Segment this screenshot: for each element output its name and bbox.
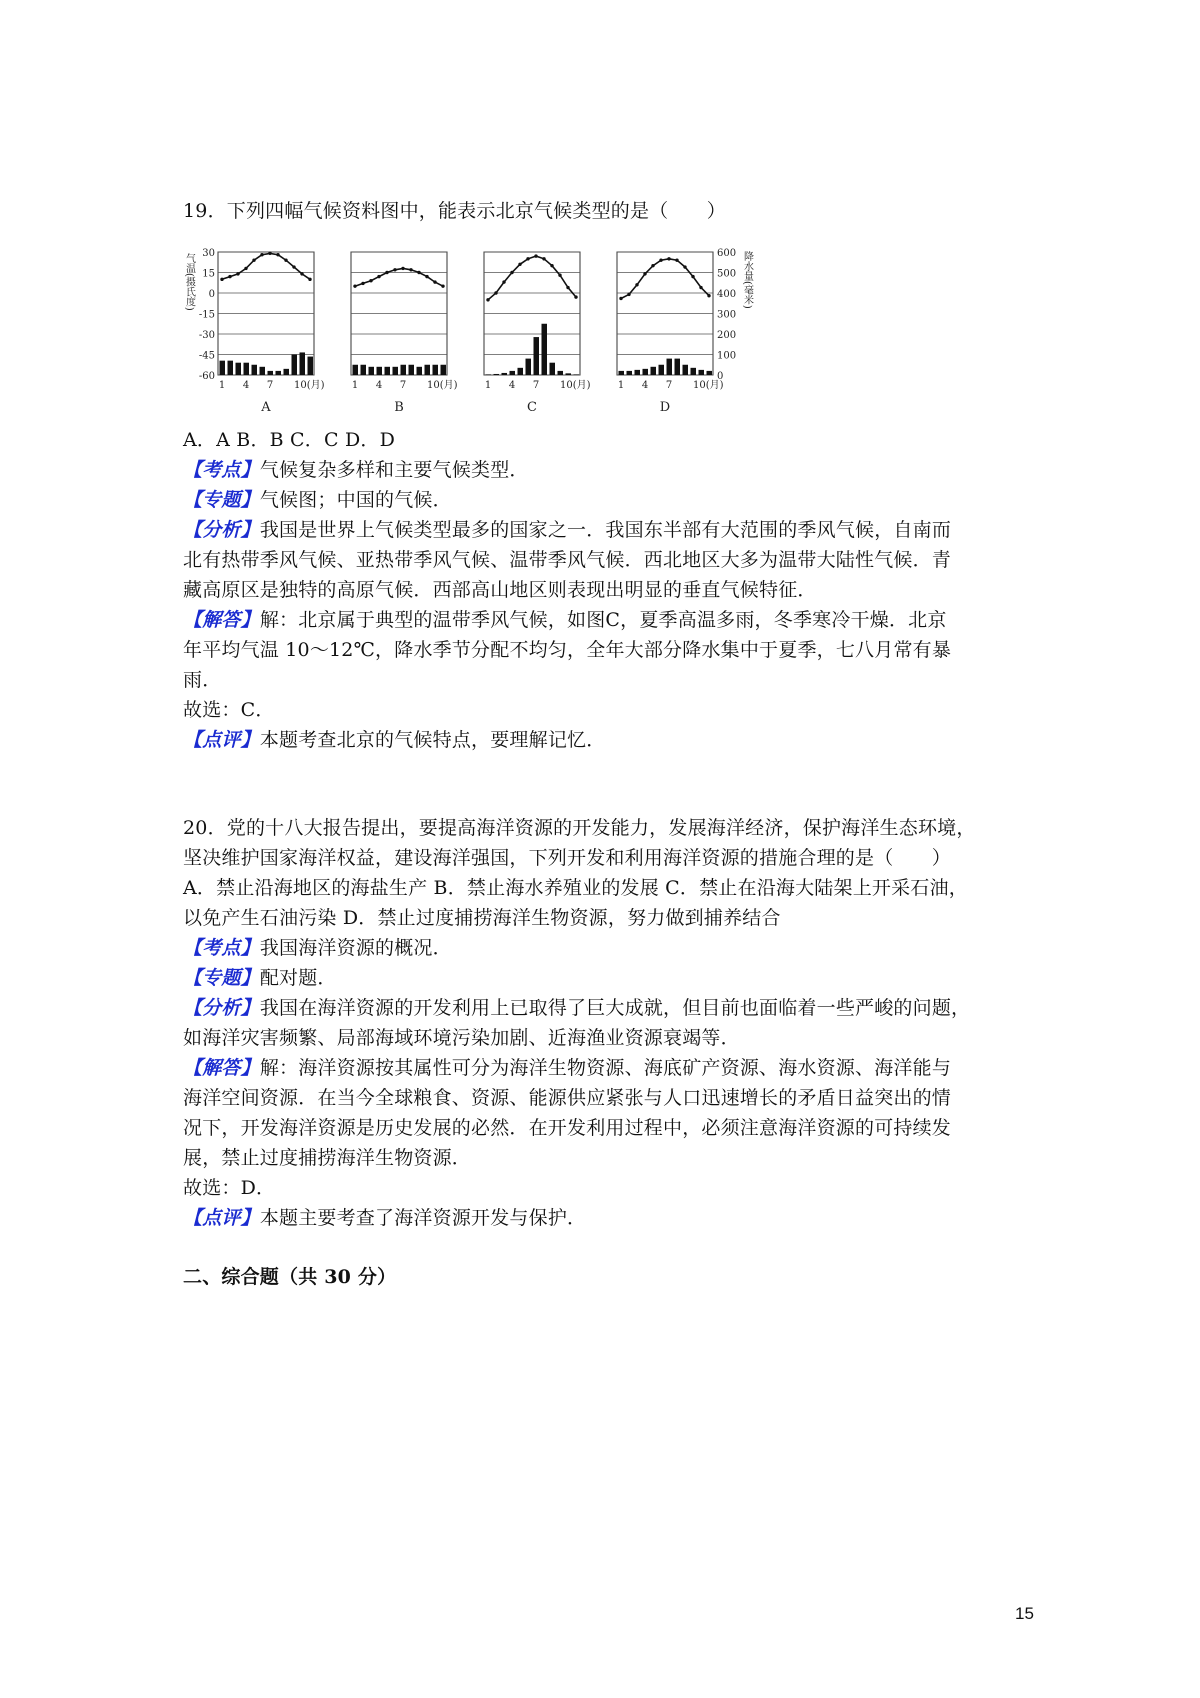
precipitation-bar bbox=[683, 365, 689, 375]
temperature-point bbox=[385, 271, 388, 274]
precipitation-bar bbox=[308, 357, 314, 375]
temperature-point bbox=[534, 254, 537, 257]
dianping-tag: 【点评】 bbox=[183, 729, 260, 751]
precipitation-bar bbox=[574, 374, 580, 375]
temperature-point bbox=[502, 280, 505, 283]
precipitation-bar bbox=[518, 368, 524, 375]
precipitation-bar bbox=[284, 369, 290, 375]
precipitation-bar bbox=[659, 365, 665, 375]
month-tick-label: 4 bbox=[242, 380, 250, 391]
q20-jieda-line3: 况下，开发海洋资源是历史发展的必然．在开发利用过程中，必须注意海洋资源的可持续发 bbox=[183, 1117, 952, 1139]
month-tick-label: 7 bbox=[266, 380, 274, 391]
q20-fenxi bbox=[183, 993, 1033, 1023]
q19-fenxi-line2: 北有热带季风气候、亚热带季风气候、温带季风气候．西北地区大多为温带大陆性气候．青 bbox=[183, 549, 952, 571]
climate-chart-c bbox=[484, 252, 591, 415]
temperature-point bbox=[635, 283, 638, 286]
month-tick-label: 10(月) bbox=[693, 380, 724, 391]
precipitation-bar bbox=[409, 365, 415, 375]
chart-panel-label: B bbox=[394, 400, 404, 415]
q19-jieda-line3: 雨． bbox=[183, 669, 222, 691]
temperature-point bbox=[433, 280, 436, 283]
precipitation-bar bbox=[292, 355, 298, 376]
temperature-point bbox=[369, 279, 372, 282]
q19-fenxi-line3: 藏高原区是独特的高原气候．西部高山地区则表现出明显的垂直气候特征． bbox=[183, 579, 817, 601]
temperature-point bbox=[699, 286, 702, 289]
precipitation-bar bbox=[534, 337, 540, 375]
temperature-point bbox=[409, 268, 412, 271]
month-tick-label: 10(月) bbox=[560, 380, 591, 391]
temperature-line bbox=[222, 253, 310, 279]
temperature-point bbox=[486, 298, 489, 301]
q20-options-line2: 以免产生石油污染 D．禁止过度捕捞海洋生物资源，努力做到捕养结合 bbox=[183, 907, 781, 929]
temperature-point bbox=[542, 257, 545, 260]
temperature-point bbox=[619, 297, 622, 300]
month-tick-label: 7 bbox=[399, 380, 407, 391]
temperature-point bbox=[268, 252, 271, 255]
precipitation-bar bbox=[353, 365, 359, 375]
temperature-point bbox=[228, 275, 231, 278]
month-tick-label: 10(月) bbox=[427, 380, 458, 391]
temperature-point bbox=[651, 264, 654, 267]
precipitation-bar bbox=[228, 361, 234, 375]
precipitation-bar bbox=[643, 369, 649, 375]
precipitation-bar bbox=[558, 371, 564, 375]
q19-kaodian bbox=[183, 455, 1033, 485]
q19-options: A．A B．B C．C D．D bbox=[183, 429, 396, 451]
temperature-point bbox=[401, 267, 404, 270]
month-tick-label: 1 bbox=[351, 380, 359, 391]
temperature-line bbox=[355, 268, 443, 286]
jieda-text: 解：北京属于典型的温带季风气候，如图C，夏季高温多雨，冬季寒冷干燥．北京 bbox=[259, 609, 947, 631]
precipitation-tick-label: 500 bbox=[717, 268, 737, 280]
precipitation-bar bbox=[236, 363, 242, 375]
precipitation-bar bbox=[699, 370, 705, 375]
precipitation-bar bbox=[401, 365, 407, 375]
precipitation-bar bbox=[486, 374, 492, 375]
temperature-point bbox=[518, 263, 521, 266]
kaodian-text: 气候复杂多样和主要气候类型． bbox=[259, 459, 529, 481]
fenxi-tag: 【分析】 bbox=[183, 997, 260, 1019]
q20-dianping bbox=[183, 1203, 1033, 1233]
climate-chart-d bbox=[617, 252, 724, 415]
chart-panel-label: A bbox=[261, 400, 271, 415]
q20-options: A．禁止沿海地区的海盐生产 B．禁止海水养殖业的发展 C．禁止在沿海大陆架上开采石油， bbox=[183, 877, 968, 899]
temperature-axis-label: 气温(摄氏度) bbox=[183, 253, 195, 311]
precipitation-bar bbox=[268, 371, 274, 375]
temperature-point bbox=[494, 291, 497, 294]
q19-dianping bbox=[183, 725, 1033, 755]
precipitation-bar bbox=[361, 365, 367, 375]
precipitation-bar bbox=[627, 371, 633, 375]
temperature-point bbox=[691, 275, 694, 278]
temperature-point bbox=[417, 271, 420, 274]
temperature-point bbox=[284, 259, 287, 262]
month-tick-label: 4 bbox=[375, 380, 383, 391]
kaodian-text: 我国海洋资源的概况． bbox=[259, 937, 452, 959]
temperature-point bbox=[276, 253, 279, 256]
precipitation-bar bbox=[494, 374, 500, 375]
zhuanti-tag: 【专题】 bbox=[183, 967, 260, 989]
q19-stem: 19．下列四幅气候资料图中，能表示北京气候类型的是（ ） bbox=[183, 200, 726, 222]
temperature-point bbox=[393, 268, 396, 271]
q20-answer: 故选：D． bbox=[183, 1177, 276, 1199]
precipitation-bar bbox=[393, 367, 399, 375]
precipitation-bar bbox=[675, 359, 681, 375]
precipitation-bar bbox=[425, 365, 431, 375]
month-tick-label: 7 bbox=[665, 380, 673, 391]
precipitation-bar bbox=[667, 359, 673, 375]
q20-stem-line2: 坚决维护国家海洋权益，建设海洋强国，下列开发和利用海洋资源的措施合理的是（ ） bbox=[183, 847, 952, 869]
page-number: 15 bbox=[1015, 1604, 1034, 1623]
dianping-text: 本题考查北京的气候特点，要理解记忆． bbox=[259, 729, 606, 751]
q20-stem: 20．党的十八大报告提出，要提高海洋资源的开发能力，发展海洋经济，保护海洋生态环境， bbox=[183, 817, 976, 839]
temperature-point bbox=[244, 267, 247, 270]
chart-panel-label: D bbox=[659, 400, 671, 415]
temperature-point bbox=[566, 286, 569, 289]
precipitation-bar bbox=[369, 367, 375, 375]
month-tick-label: 10(月) bbox=[294, 380, 325, 391]
kaodian-tag: 【考点】 bbox=[183, 937, 260, 959]
fenxi-text: 我国在海洋资源的开发利用上已取得了巨大成就，但目前也面临着一些严峻的问题， bbox=[259, 997, 971, 1019]
q20-jieda-line4: 展，禁止过度捕捞海洋生物资源． bbox=[183, 1147, 472, 1169]
climate-chart-b bbox=[351, 252, 458, 415]
fenxi-tag: 【分析】 bbox=[183, 519, 260, 541]
q20-kaodian bbox=[183, 933, 1033, 963]
q19-fenxi bbox=[183, 515, 1033, 545]
temperature-point bbox=[361, 282, 364, 285]
dianping-tag: 【点评】 bbox=[183, 1207, 260, 1229]
zhuanti-text: 配对题． bbox=[259, 967, 337, 989]
kaodian-tag: 【考点】 bbox=[183, 459, 260, 481]
temperature-tick-label: -30 bbox=[198, 330, 215, 341]
q19-jieda bbox=[183, 605, 1033, 635]
temperature-point bbox=[659, 259, 662, 262]
precipitation-tick-label: 0 bbox=[717, 371, 724, 382]
precipitation-bar bbox=[252, 365, 258, 375]
temperature-tick-label: 15 bbox=[202, 268, 215, 280]
precipitation-tick-label: 100 bbox=[717, 350, 737, 362]
temperature-point bbox=[353, 284, 356, 287]
precipitation-bar bbox=[276, 371, 282, 375]
climate-charts-figure bbox=[183, 245, 783, 455]
precipitation-bar bbox=[526, 359, 532, 375]
precipitation-tick-label: 600 bbox=[717, 248, 737, 259]
temperature-point bbox=[425, 275, 428, 278]
precipitation-bar bbox=[619, 371, 625, 375]
month-tick-label: 4 bbox=[508, 380, 516, 391]
temperature-line bbox=[621, 259, 709, 299]
temperature-point bbox=[292, 265, 295, 268]
month-tick-label: 1 bbox=[484, 380, 492, 391]
temperature-tick-label: 0 bbox=[208, 289, 215, 300]
temperature-point bbox=[526, 257, 529, 260]
month-tick-label: 1 bbox=[218, 380, 226, 391]
month-tick-label: 4 bbox=[641, 380, 649, 391]
temperature-point bbox=[260, 253, 263, 256]
temperature-point bbox=[675, 259, 678, 262]
temperature-tick-label: -15 bbox=[198, 309, 215, 321]
precipitation-bar bbox=[651, 367, 657, 375]
precipitation-tick-label: 400 bbox=[717, 289, 737, 300]
temperature-tick-label: -60 bbox=[198, 371, 215, 382]
precipitation-bar bbox=[542, 324, 548, 375]
q19-jieda-line2: 年平均气温 10～12℃，降水季节分配不均匀，全年大部分降水集中于夏季，七八月常有暴 bbox=[183, 639, 952, 661]
precipitation-bar bbox=[377, 367, 383, 375]
temperature-point bbox=[558, 274, 561, 277]
precipitation-bar bbox=[502, 373, 508, 375]
temperature-point bbox=[683, 265, 686, 268]
temperature-point bbox=[220, 278, 223, 281]
q20-jieda bbox=[183, 1053, 1033, 1083]
precipitation-bar bbox=[566, 373, 572, 375]
precipitation-tick-label: 200 bbox=[717, 330, 737, 341]
climate-chart-a bbox=[218, 252, 325, 415]
precipitation-bar bbox=[707, 371, 713, 375]
precipitation-bar bbox=[260, 367, 266, 375]
temperature-point bbox=[377, 275, 380, 278]
zhuanti-text: 气候图；中国的气候． bbox=[259, 489, 452, 511]
temperature-tick-label: -45 bbox=[198, 350, 215, 362]
precipitation-tick-label: 300 bbox=[717, 309, 737, 321]
precipitation-bar bbox=[441, 365, 447, 375]
temperature-point bbox=[236, 272, 239, 275]
temperature-point bbox=[300, 272, 303, 275]
temperature-point bbox=[252, 259, 255, 262]
precipitation-bar bbox=[300, 352, 306, 375]
temperature-point bbox=[667, 257, 670, 260]
q19-zhuanti bbox=[183, 485, 1033, 515]
q19-answer: 故选：C． bbox=[183, 699, 275, 721]
month-tick-label: 1 bbox=[617, 380, 625, 391]
temperature-tick-label: 30 bbox=[202, 248, 215, 259]
section-heading: 二、综合题（共 30 分） bbox=[183, 1266, 397, 1288]
temperature-point bbox=[627, 293, 630, 296]
precipitation-bar bbox=[635, 370, 641, 375]
chart-panel-label: C bbox=[527, 400, 537, 415]
precipitation-bar bbox=[433, 365, 439, 375]
temperature-point bbox=[308, 278, 311, 281]
q20-fenxi-line2: 如海洋灾害频繁、局部海域环境污染加剧、近海渔业资源衰竭等． bbox=[183, 1027, 740, 1049]
q20-zhuanti bbox=[183, 963, 1033, 993]
precipitation-bar bbox=[220, 361, 226, 375]
precipitation-bar bbox=[385, 367, 391, 375]
month-tick-label: 7 bbox=[532, 380, 540, 391]
temperature-point bbox=[707, 294, 710, 297]
jieda-tag: 【解答】 bbox=[183, 1057, 260, 1079]
jieda-tag: 【解答】 bbox=[183, 609, 260, 631]
temperature-point bbox=[510, 271, 513, 274]
precipitation-bar bbox=[550, 363, 556, 375]
precipitation-bar bbox=[417, 367, 423, 375]
q20-jieda-line2: 海洋空间资源．在当今全球粮食、资源、能源供应紧张与人口迅速增长的矛盾日益突出的情 bbox=[183, 1087, 952, 1109]
precipitation-bar bbox=[510, 371, 516, 375]
precipitation-axis-label: 降水量(毫米) bbox=[741, 251, 753, 309]
fenxi-text: 我国是世界上气候类型最多的国家之一．我国东半部有大范围的季风气候，自南而 bbox=[259, 519, 952, 541]
temperature-point bbox=[550, 264, 553, 267]
temperature-point bbox=[574, 295, 577, 298]
temperature-point bbox=[643, 272, 646, 275]
precipitation-bar bbox=[691, 368, 697, 375]
zhuanti-tag: 【专题】 bbox=[183, 489, 260, 511]
temperature-point bbox=[441, 284, 444, 287]
precipitation-bar bbox=[244, 363, 250, 375]
dianping-text: 本题主要考查了海洋资源开发与保护． bbox=[259, 1207, 587, 1229]
jieda-text: 解：海洋资源按其属性可分为海洋生物资源、海底矿产资源、海水资源、海洋能与 bbox=[259, 1057, 952, 1079]
